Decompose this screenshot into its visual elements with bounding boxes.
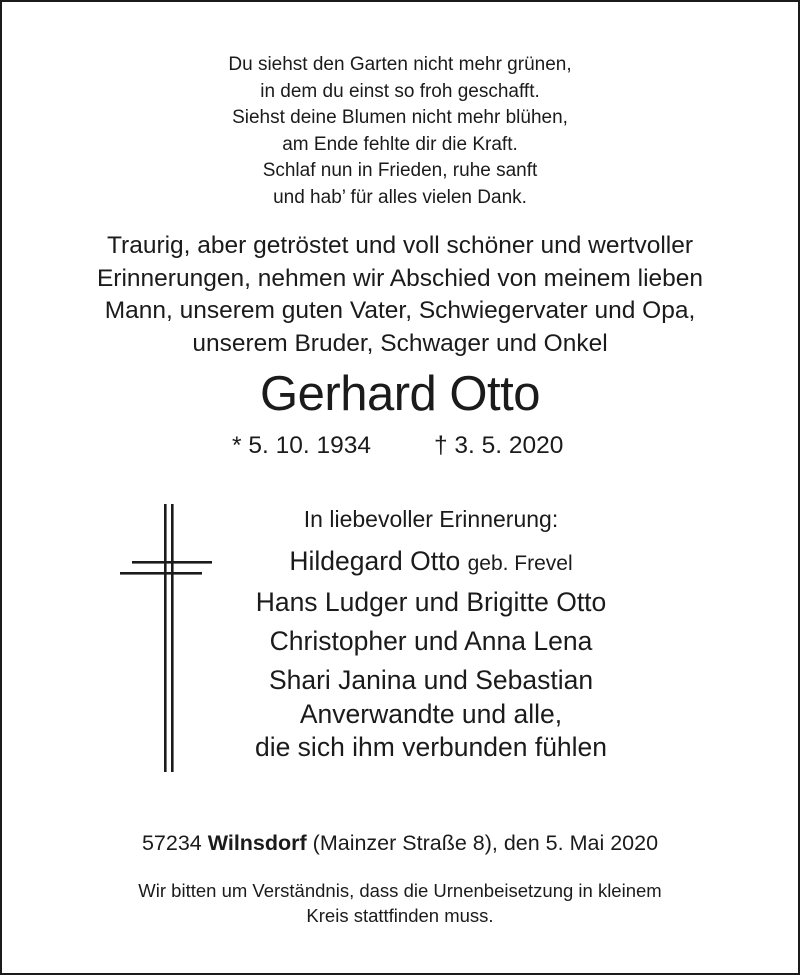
family-member: Shari Janina und Sebastian — [268, 665, 594, 695]
spouse-maiden-name: geb. Frevel — [467, 552, 573, 575]
intro-line: Traurig, aber getröstet und voll schöner und wertvoller — [106, 232, 694, 259]
family-others-line: Anverwandte und alle, — [299, 699, 563, 729]
birth-date: * 5. 10. 1934 — [232, 432, 371, 459]
poem-line: Du siehst den Garten nicht mehr grünen, — [228, 54, 572, 75]
intro-text — [2, 230, 798, 360]
note-line: Wir bitten um Verständnis, dass die Urnenbeisetzung in kleinem — [138, 880, 662, 901]
burial-note — [2, 878, 798, 928]
poem-line: in dem du einst so froh geschafft. — [260, 80, 540, 102]
note-line: Kreis stattfinden muss. — [306, 905, 494, 926]
poem-line: und hab’ für alles vielen Dank. — [273, 186, 527, 208]
address-rest: (Mainzer Straße 8), den 5. Mai 2020 — [312, 831, 659, 855]
address-postcode: 57234 — [141, 831, 202, 855]
deceased-name: Gerhard Otto — [260, 367, 540, 421]
poem-line: Schlaf nun in Frieden, ruhe sanft — [262, 160, 538, 181]
family-member-spouse — [166, 542, 696, 583]
death-date: † 3. 5. 2020 — [434, 432, 564, 459]
intro-line: unserem Bruder, Schwager und Onkel — [192, 329, 608, 357]
family-member: Christopher und Anna Lena — [269, 626, 593, 656]
family-others-line: die sich ihm verbunden fühlen — [254, 732, 608, 762]
poem — [2, 52, 798, 211]
poem-line: am Ende fehlte dir die Kraft. — [282, 133, 518, 155]
address-line — [2, 828, 798, 858]
family-list — [166, 502, 696, 764]
intro-line: Mann, unserem guten Vater, Schwiegervater und Opa, — [104, 297, 696, 324]
address-city: Wilnsdorf — [207, 831, 307, 855]
family-heading: In liebevoller Erinnerung: — [303, 506, 559, 532]
poem-line: Siehst deine Blumen nicht mehr blühen, — [232, 107, 568, 128]
spouse-name: Hildegard Otto — [289, 546, 461, 576]
family-member: Hans Ludger und Brigitte Otto — [255, 587, 607, 617]
intro-line: Erinnerungen, nehmen wir Abschied von meinem lieben — [96, 264, 704, 292]
